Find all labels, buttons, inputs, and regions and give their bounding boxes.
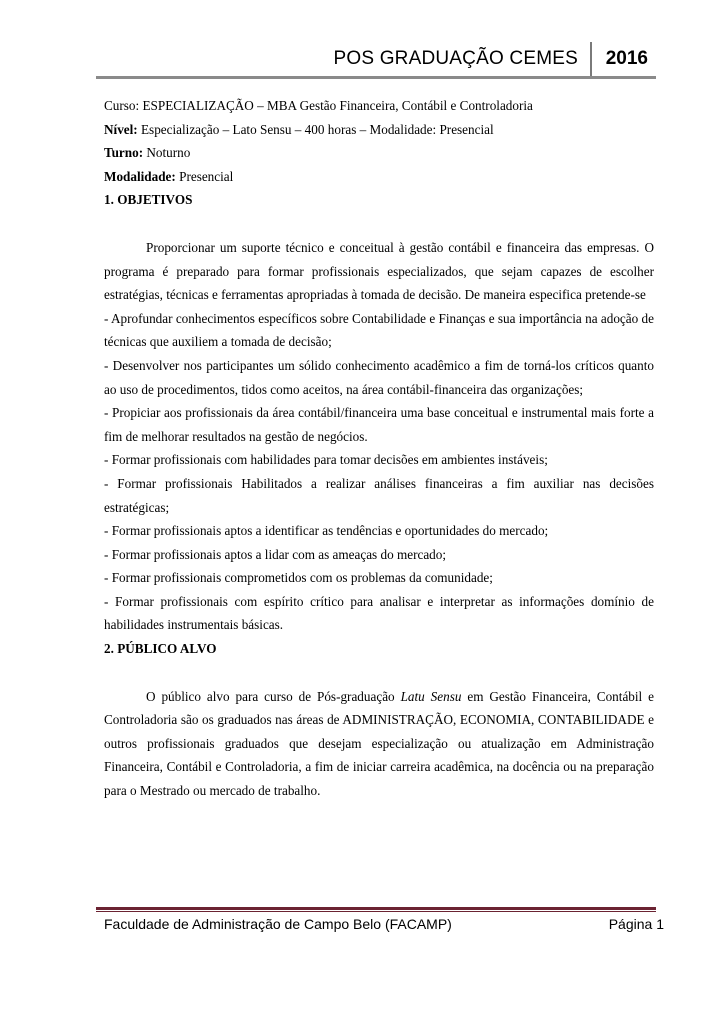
publico-text-after: em Gestão Financeira, Contábil e Controladoria são os graduados nas áreas de ADMINISTRAÇÃO, ECONOMIA, CONTABILIDADE e outros profissionais graduados que desejam especialização ou atualização em Administração Financeira, Contábil e Controladoria, a fim de iniciar carreira acadêmica, na docência ou na preparação para o Mestrado ou mercado de trabalho. bbox=[104, 688, 654, 799]
objetivos-list bbox=[104, 307, 654, 637]
footer-page-number: Página 1 bbox=[608, 916, 664, 932]
objetivos-intro: Proporcionar um suporte técnico e conceitual à gestão contábil e financeira das empresas. O programa é preparado para formar profissionais especializados, que sejam capazes de escolher estratégias, técnicas e ferramentas apropriadas à tomada de decisão. De maneira especifica pretende-se bbox=[104, 239, 654, 303]
list-item: - Aprofundar conhecimentos específicos sobre Contabilidade e Finanças e sua importância na adoção de técnicas que auxiliem a tomada de decisão; bbox=[104, 310, 654, 350]
footer-institution: Faculdade de Administração de Campo Belo (FACAMP) bbox=[104, 916, 452, 932]
list-item: - Formar profissionais aptos a lidar com as ameaças do mercado; bbox=[104, 546, 447, 562]
list-item: - Propiciar aos profissionais da área contábil/financeira uma base conceitual e instrumental mais forte a fim de melhorar resultados na gestão de negócios. bbox=[104, 405, 654, 444]
header-year: 2016 bbox=[605, 48, 648, 69]
list-item: - Formar profissionais com espírito crítico para analisar e interpretar as informações domínio de habilidades instrumentais básicas. bbox=[104, 593, 654, 633]
list-item: - Formar profissionais Habilitados a realizar análises financeiras a fim auxiliar nas decisões estratégicas; bbox=[104, 475, 654, 515]
meta-modalidade-label: Modalidade: bbox=[104, 168, 176, 184]
publico-text-before: O público alvo para curso de Pós-graduação bbox=[146, 688, 401, 704]
spacer bbox=[104, 212, 654, 236]
header-title: POS GRADUAÇÃO CEMES bbox=[333, 48, 578, 69]
list-item: - Formar profissionais com habilidades para tomar decisões em ambientes instáveis; bbox=[104, 452, 548, 468]
publico-text-italic: Latu Sensu bbox=[400, 688, 462, 704]
meta-turno bbox=[104, 141, 654, 165]
footer-rule-thin bbox=[96, 911, 656, 912]
meta-nivel bbox=[104, 118, 654, 142]
meta-modalidade bbox=[104, 165, 654, 189]
meta-nivel-label: Nível: bbox=[104, 121, 138, 137]
publico-alvo-paragraph bbox=[104, 685, 654, 803]
meta-nivel-value: Especialização – Lato Sensu – 400 horas – Modalidade: Presencial bbox=[137, 121, 494, 137]
list-item: - Formar profissionais comprometidos com os problemas da comunidade; bbox=[104, 570, 493, 586]
page-header bbox=[96, 40, 656, 78]
header-separator bbox=[590, 42, 592, 78]
meta-turno-label: Turno: bbox=[104, 145, 144, 161]
spacer bbox=[104, 661, 654, 685]
section-heading-publico-alvo: 2. PÚBLICO ALVO bbox=[104, 641, 217, 657]
footer-rule-thick bbox=[96, 907, 656, 910]
meta-turno-value: Noturno bbox=[143, 145, 191, 161]
list-item: - Desenvolver nos participantes um sólido conhecimento acadêmico a fim de torná-los críticos quanto ao uso de procedimentos, tidos como aceitos, na área contábil-financeira das organizações; bbox=[104, 357, 654, 397]
list-item: - Formar profissionais aptos a identificar as tendências e oportunidades do mercado; bbox=[104, 523, 549, 539]
section-heading-objetivos: 1. OBJETIVOS bbox=[104, 192, 193, 208]
meta-curso: Curso: ESPECIALIZAÇÃO – MBA Gestão Financeira, Contábil e Controladoria bbox=[104, 98, 533, 113]
header-rule bbox=[96, 76, 656, 79]
meta-modalidade-value: Presencial bbox=[175, 168, 234, 184]
document-body bbox=[104, 94, 654, 803]
